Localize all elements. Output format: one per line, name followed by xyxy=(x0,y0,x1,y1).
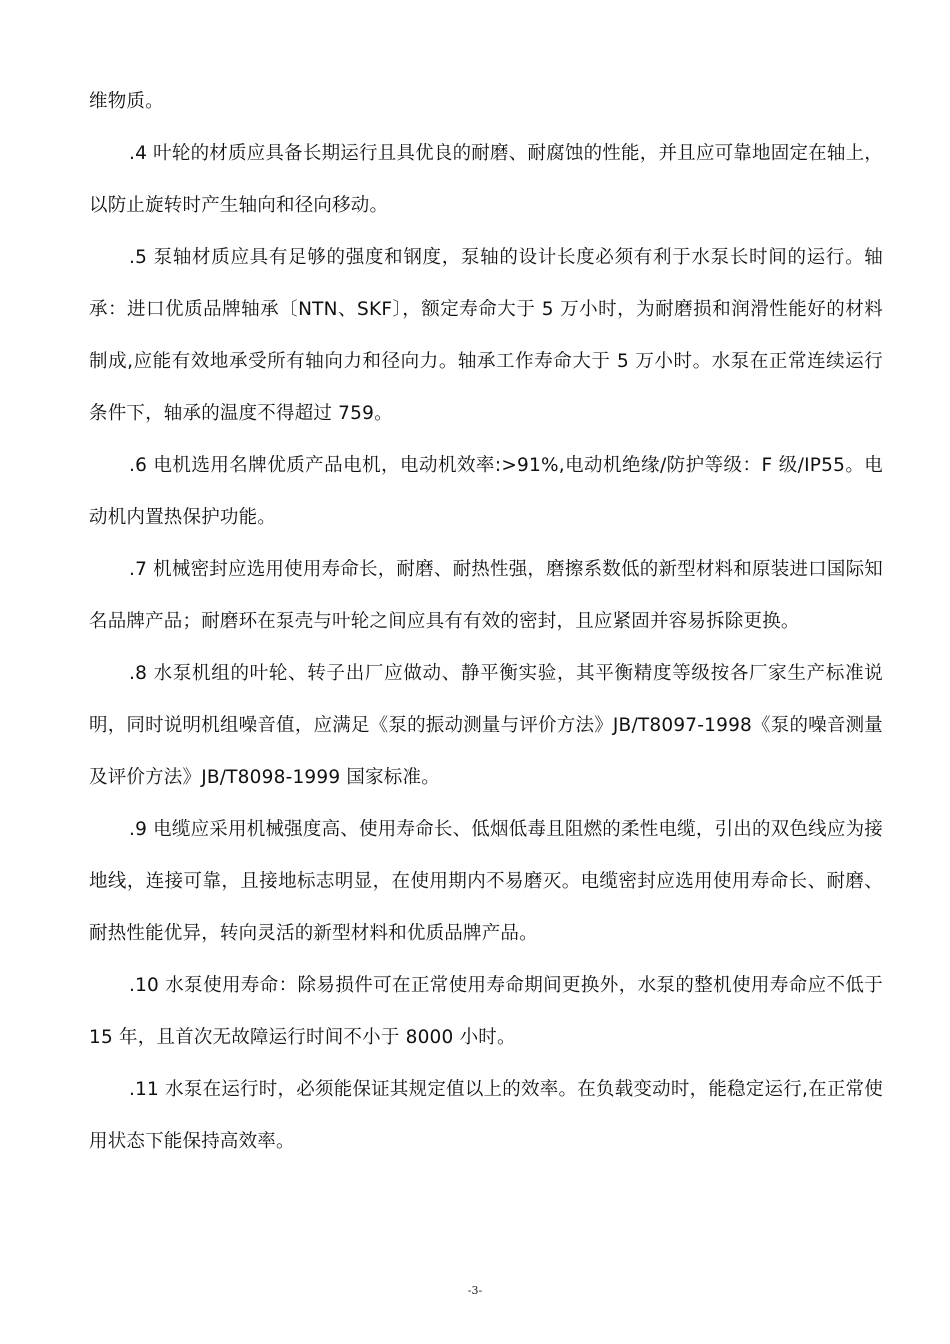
document-body xyxy=(89,76,883,1168)
paragraph-continuation: 维物质。 xyxy=(89,91,164,112)
paragraph-efficiency: .11 水泵在运行时，必须能保证其规定值以上的效率。在负载变动时，能稳定运行,在正常使用状态下能保持高效率。 xyxy=(89,1079,883,1152)
paragraph-impeller: .4 叶轮的材质应具备长期运行且具优良的耐磨、耐腐蚀的性能，并且应可靠地固定在轴上，以防止旋转时产生轴向和径向移动。 xyxy=(89,143,883,216)
paragraph-motor: .6 电机选用名牌优质产品电机，电动机效率:>91%,电动机绝缘/防护等级：F 级/IP55。电动机内置热保护功能。 xyxy=(89,455,883,528)
paragraph-mechanical-seal: .7 机械密封应选用使用寿命长，耐磨、耐热性强，磨擦系数低的新型材料和原装进口国际知名品牌产品；耐磨环在泵壳与叶轮之间应具有有效的密封，且应紧固并容易拆除更换。 xyxy=(89,559,883,632)
paragraph-balance-test: .8 水泵机组的叶轮、转子出厂应做动、静平衡实验，其平衡精度等级按各厂家生产标准说明，同时说明机组噪音值，应满足《泵的振动测量与评价方法》JB/T8097-1998《泵的噪音测量及评价方法》JB/T8098-1999 国家标准。 xyxy=(89,663,883,788)
paragraph-cable: .9 电缆应采用机械强度高、使用寿命长、低烟低毒且阻燃的柔性电缆，引出的双色线应为接地线，连接可靠，且接地标志明显，在使用期内不易磨灭。电缆密封应选用使用寿命长、耐磨、耐热性能优异，转向灵活的新型材料和优质品牌产品。 xyxy=(89,819,883,944)
paragraph-shaft-bearing: .5 泵轴材质应具有足够的强度和钢度，泵轴的设计长度必须有利于水泵长时间的运行。轴承：进口优质品牌轴承〔NTN、SKF〕，额定寿命大于 5 万小时，为耐磨损和润滑性能好的材料制成,应能有效地承受所有轴向力和径向力。轴承工作寿命大于 5 万小时。水泵在正常连续运行条件下，轴承的温度不得超过 759。 xyxy=(89,247,883,424)
page-number: -3- xyxy=(467,1284,483,1297)
paragraph-service-life: .10 水泵使用寿命：除易损件可在正常使用寿命期间更换外，水泵的整机使用寿命应不低于 15 年，且首次无故障运行时间不小于 8000 小时。 xyxy=(89,975,883,1048)
